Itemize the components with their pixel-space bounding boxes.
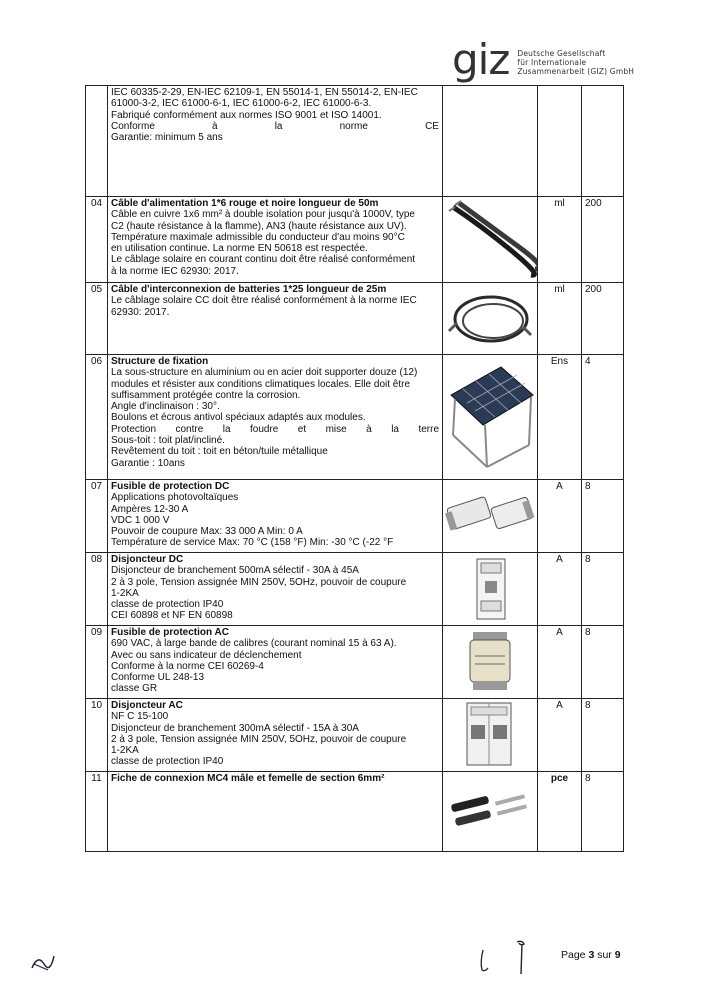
spec-line: 690 VAC, à large bande de calibres (courant nominal 15 à 63 A).: [111, 638, 397, 650]
spec-line: Garantie : 10ans: [111, 457, 185, 469]
unit-cell: ml: [538, 283, 582, 355]
unit-cell: pce: [538, 772, 582, 852]
table-row: [86, 553, 624, 626]
spec-line: 61000-3-2, IEC 61000-6-1, IEC 61000-6-2, IEC 61000-6-3.: [111, 98, 372, 110]
logo-line: Zusammenarbeit (GIZ) GmbH: [517, 67, 635, 76]
spec-line: classe de protection IP40: [111, 756, 224, 768]
item-title: Fiche de connexion MC4 mâle et femelle de section 6mm²: [111, 773, 385, 784]
page-number: [561, 949, 621, 961]
qty-cell: [582, 86, 624, 197]
spec-line: La sous-structure en aluminium ou en acier doit supporter douze (12): [111, 367, 418, 379]
qty-cell: 200: [582, 197, 624, 283]
page-total: 9: [614, 949, 621, 961]
page-of: sur: [597, 949, 612, 961]
image-cell: [443, 86, 538, 197]
item-number: 11: [86, 772, 108, 852]
signature-initial-left: [28, 950, 58, 974]
dc-fuse-icon: [443, 480, 538, 553]
spec-line: Sous-toit : toit plat/incliné.: [111, 435, 225, 447]
description-cell: [108, 86, 443, 197]
word: et: [297, 423, 307, 435]
qty-cell: 8: [582, 553, 624, 626]
item-title: Fusible de protection DC: [111, 481, 230, 492]
conforme-line: [111, 121, 439, 132]
spec-line: à la norme IEC 62930: 2017.: [111, 265, 239, 277]
qty-cell: 200: [582, 283, 624, 355]
mc4-connector-icon: [443, 772, 538, 852]
spec-line: Avec ou sans indicateur de déclenchement: [111, 649, 302, 661]
giz-logo: [452, 35, 635, 84]
unit-cell: A: [538, 626, 582, 699]
spec-line: Pouvoir de coupure Max: 33 000 A Min: 0 A: [111, 526, 303, 538]
unit-cell: A: [538, 480, 582, 553]
item-number: 10: [86, 699, 108, 772]
word: la: [274, 120, 283, 132]
item-number: 09: [86, 626, 108, 699]
spec-line: Boulons et écrous antivol spéciaux adaptés aux modules.: [111, 412, 366, 424]
ac-fuse-icon: [443, 626, 538, 699]
item-title: Câble d'alimentation 1*6 rouge et noire longueur de 50m: [111, 198, 379, 209]
spec-line: Température de service Max: 70 °C (158 °F) Min: -30 °C (-22 °F: [111, 537, 394, 549]
page-label: Page: [561, 949, 586, 961]
spec-line: 2 à 3 pole, Tension assignée MIN 250V, 5OHz, pouvoir de coupure: [111, 733, 407, 745]
spec-line: Le câblage solaire CC doit être réalisé conformément à la norme IEC: [111, 295, 417, 307]
page-current: 3: [588, 949, 595, 961]
unit-cell: A: [538, 699, 582, 772]
dc-breaker-icon: [443, 553, 538, 626]
description-cell: [108, 553, 443, 626]
spec-line: C2 (haute résistance à la flamme), AN3 (haute résistance aux UV).: [111, 220, 407, 232]
spec-line: Applications photovoltaïques: [111, 492, 239, 504]
spec-line: 1-2KA: [111, 745, 139, 757]
ac-breaker-icon: [443, 699, 538, 772]
logo-text: [517, 40, 634, 76]
table-row-continuation: [86, 86, 624, 197]
item-title: Câble d'interconnexion de batteries 1*25 longueur de 25m: [111, 284, 387, 295]
description-cell: [108, 480, 443, 553]
num-cell: [86, 86, 108, 197]
protection-line: [111, 424, 439, 435]
word: mise: [325, 423, 347, 435]
description-cell: [108, 355, 443, 480]
table-row: [86, 626, 624, 699]
description-cell: [108, 626, 443, 699]
spec-line: Conforme à la norme CEI 60269-4: [111, 660, 264, 672]
spec-line: Câble en cuivre 1x6 mm² à double isolation pour jusqu'à 1000V, type: [111, 209, 415, 221]
word: la: [222, 423, 231, 435]
unit-cell: Ens: [538, 355, 582, 480]
spec-line: 62930: 2017.: [111, 306, 170, 318]
qty-cell: 8: [582, 699, 624, 772]
spec-line: CEI 60898 et NF EN 60898: [111, 610, 233, 622]
spec-line: classe de protection IP40: [111, 599, 224, 611]
item-title: Disjoncteur AC: [111, 700, 183, 711]
description-cell: [108, 283, 443, 355]
table-row: [86, 699, 624, 772]
spec-line: Le câblage solaire en courant continu doit être réalisé conformément: [111, 254, 416, 266]
spec-line: Revêtement du toit : toit en béton/tuile métallique: [111, 446, 328, 458]
word: à: [366, 423, 372, 435]
spec-line: Garantie: minimum 5 ans: [111, 132, 223, 144]
signature-initial-right: [514, 938, 528, 976]
qty-cell: 8: [582, 772, 624, 852]
item-title: Structure de fixation: [111, 356, 209, 367]
unit-cell: A: [538, 553, 582, 626]
spec-line: Ampères 12-30 A: [111, 503, 189, 515]
spec-line: Conforme UL 248-13: [111, 672, 205, 684]
word: terre: [418, 423, 439, 435]
spec-line: suffisamment protégée contre la corrosion.: [111, 389, 301, 401]
item-number: 07: [86, 480, 108, 553]
word: à: [212, 120, 218, 132]
qty-cell: 4: [582, 355, 624, 480]
table-row: [86, 480, 624, 553]
description-cell: [108, 772, 443, 852]
spec-line: Disjoncteur de branchement 500mA sélectif - 30A à 45A: [111, 565, 359, 577]
word: CE: [425, 120, 439, 132]
spec-line: 1-2KA: [111, 587, 139, 599]
spec-line: NF C 15-100: [111, 711, 169, 723]
item-title: Disjoncteur DC: [111, 554, 184, 565]
item-number: 04: [86, 197, 108, 283]
spec-line: classe GR: [111, 683, 158, 695]
spec-line: VDC 1 000 V: [111, 514, 170, 526]
word: norme: [339, 120, 368, 132]
spec-line: IEC 60335-2-29, EN-IEC 62109-1, EN 55014-1, EN 55014-2, EN-IEC: [111, 87, 418, 98]
coiled-cable-icon: [443, 283, 538, 355]
item-title: Fusible de protection AC: [111, 627, 229, 638]
word: Conforme: [111, 120, 155, 132]
spec-line: Fabriqué conformément aux normes ISO 9001 et ISO 14001.: [111, 109, 382, 121]
table-row: [86, 772, 624, 852]
specification-table: [85, 85, 624, 852]
word: foudre: [249, 423, 279, 435]
logo-mark: giz: [452, 35, 510, 84]
item-number: 05: [86, 283, 108, 355]
qty-cell: 8: [582, 480, 624, 553]
word: la: [391, 423, 399, 435]
item-number: 08: [86, 553, 108, 626]
word: Protection: [111, 423, 157, 435]
spec-line: en utilisation continue. La norme EN 50618 est respectée.: [111, 243, 368, 255]
table-row: [86, 197, 624, 283]
word: contre: [175, 423, 204, 435]
spec-line: modules et résister aux conditions climatiques locales. Elle doit être: [111, 378, 411, 390]
spec-line: Angle d'inclinaison : 30°.: [111, 401, 220, 413]
item-number: 06: [86, 355, 108, 480]
spec-line: Disjoncteur de branchement 300mA sélectif - 15A à 30A: [111, 722, 359, 734]
description-cell: [108, 197, 443, 283]
logo-line: für Internationale: [517, 58, 587, 67]
table-row: [86, 283, 624, 355]
logo-line: Deutsche Gesellschaft: [517, 49, 606, 58]
qty-cell: 8: [582, 626, 624, 699]
unit-cell: ml: [538, 197, 582, 283]
solar-mount-structure-icon: [443, 355, 538, 480]
signature-initial-mid: [476, 948, 490, 974]
twin-cable-icon: [443, 197, 538, 283]
table-row: [86, 355, 624, 480]
spec-line: 2 à 3 pole, Tension assignée MIN 250V, 5OHz, pouvoir de coupure: [111, 576, 407, 588]
unit-cell: [538, 86, 582, 197]
spec-line: Température maximale admissible du conducteur d'au moins 90°C: [111, 231, 405, 243]
description-cell: [108, 699, 443, 772]
